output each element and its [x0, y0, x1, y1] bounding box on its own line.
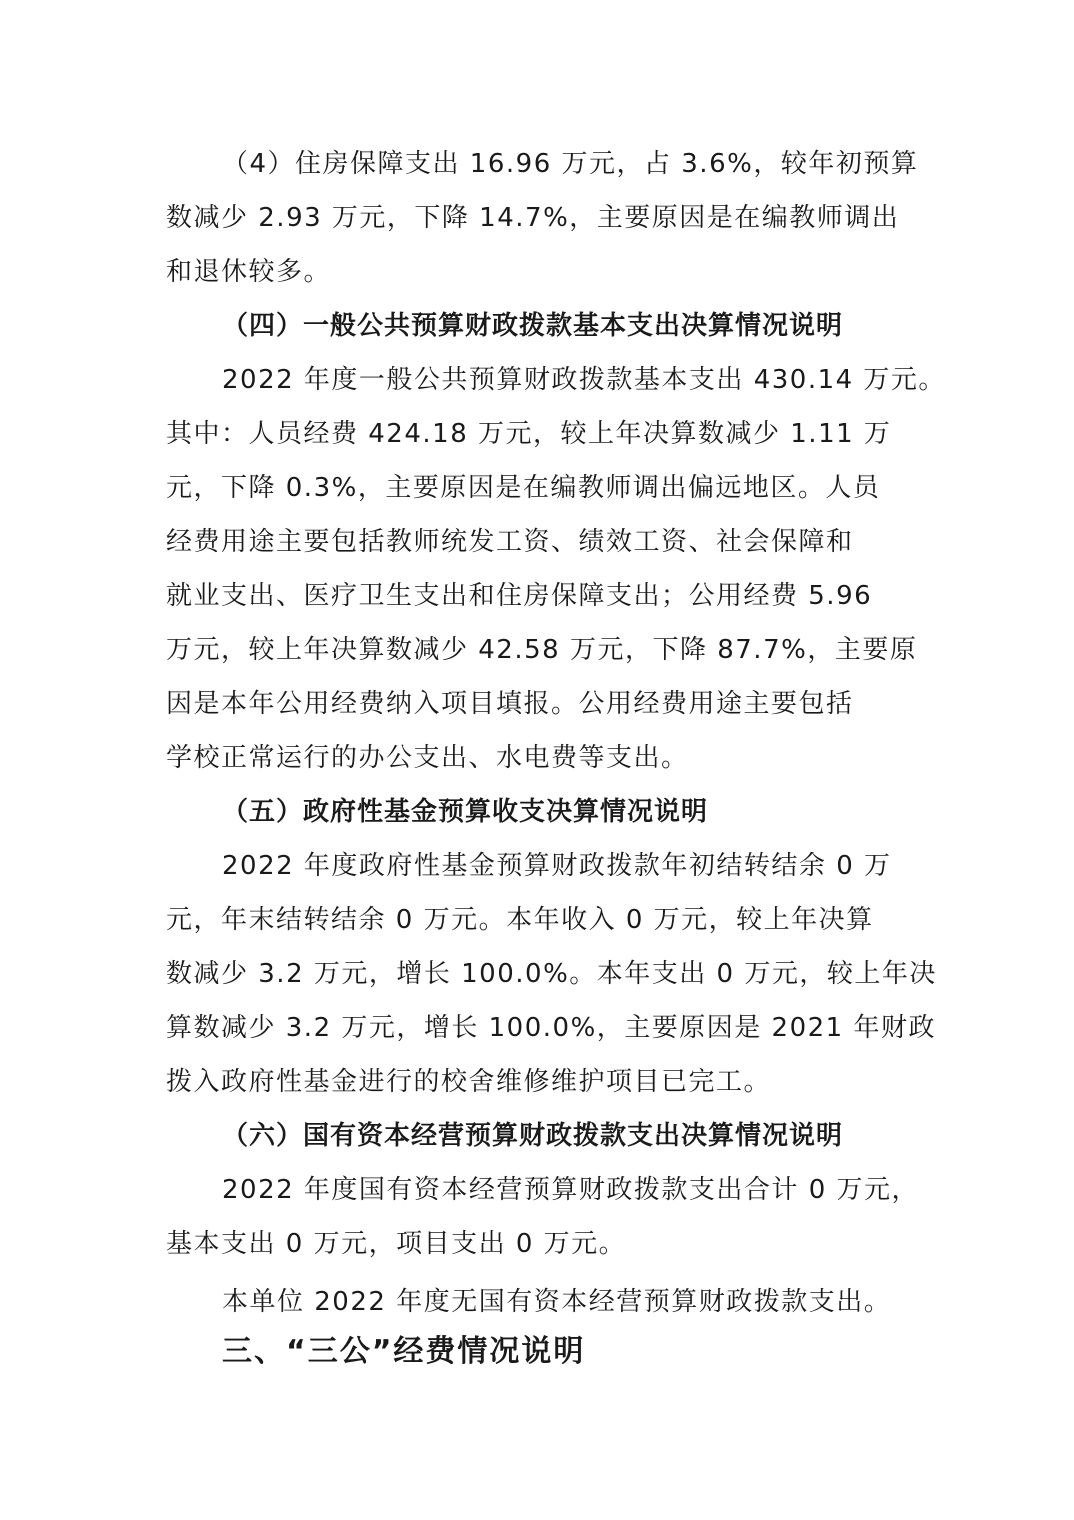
paragraph-line: 元，下降 0.3%，主要原因是在编教师调出偏远地区。人员: [166, 473, 881, 503]
paragraph-line: 拨入政府性基金进行的校舍维修维护项目已完工。: [166, 1067, 772, 1097]
paragraph-line: 数减少 3.2 万元，增长 100.0%。本年支出 0 万元，较上年决: [166, 959, 937, 989]
paragraph-line: 2022 年度国有资本经营预算财政拨款支出合计 0 万元，: [222, 1175, 920, 1205]
paragraph-line: （4）住房保障支出 16.96 万元，占 3.6%，较年初预算: [222, 149, 919, 179]
paragraph-line: 就业支出、医疗卫生支出和住房保障支出；公用经费 5.96: [166, 581, 873, 611]
section-heading-6: （六）国有资本经营预算财政拨款支出决算情况说明: [222, 1121, 844, 1151]
paragraph-line: 经费用途主要包括教师统发工资、绩效工资、社会保障和: [166, 527, 854, 557]
paragraph-line: 万元，较上年决算数减少 42.58 万元，下降 87.7%，主要原: [166, 635, 918, 665]
paragraph-line: 其中：人员经费 424.18 万元，较上年决算数减少 1.11 万: [166, 419, 892, 449]
paragraph-line: 算数减少 3.2 万元，增长 100.0%，主要原因是 2021 年财政: [166, 1013, 936, 1043]
section-heading-4: （四）一般公共预算财政拨款基本支出决算情况说明: [222, 311, 844, 341]
paragraph-line: 学校正常运行的办公支出、水电费等支出。: [166, 743, 689, 773]
chapter-heading-3: 三、“三公”经费情况说明: [222, 1334, 586, 1369]
paragraph-line: 2022 年度一般公共预算财政拨款基本支出 430.14 万元。: [222, 365, 946, 395]
paragraph-line: 和退休较多。: [166, 257, 332, 287]
paragraph-line: 2022 年度政府性基金预算财政拨款年初结转结余 0 万: [222, 851, 892, 881]
paragraph-line: 因是本年公用经费纳入项目填报。公用经费用途主要包括: [166, 689, 854, 719]
paragraph-line: 数减少 2.93 万元，下降 14.7%，主要原因是在编教师调出: [166, 203, 900, 233]
paragraph-line: 元，年末结转结余 0 万元。本年收入 0 万元，较上年决算: [166, 905, 874, 935]
paragraph-line: 基本支出 0 万元，项目支出 0 万元。: [166, 1229, 627, 1259]
paragraph-line: 本单位 2022 年度无国有资本经营预算财政拨款支出。: [222, 1287, 892, 1317]
section-heading-5: （五）政府性基金预算收支决算情况说明: [222, 797, 709, 827]
